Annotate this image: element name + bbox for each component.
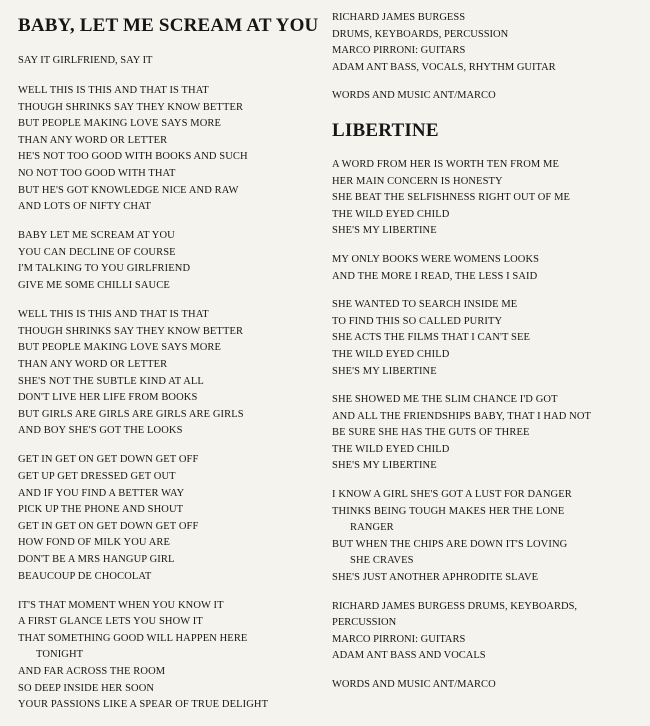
lyric-line: THE WILD EYED CHILD	[332, 208, 450, 220]
lyric-line: THAN ANY WORD OR LETTER	[18, 358, 168, 370]
lyric-line: AND THE MORE I READ, THE LESS I SAID	[332, 270, 538, 282]
stanza	[18, 83, 318, 216]
lyric-line: SHE'S NOT THE SUBTLE KIND AT ALL	[18, 375, 204, 387]
lyric-line: SHE'S MY LIBERTINE	[332, 365, 437, 377]
lyric-line: THOUGH SHRINKS SAY THEY KNOW BETTER	[18, 101, 244, 113]
lyric-line: THOUGH SHRINKS SAY THEY KNOW BETTER	[18, 325, 244, 337]
lyric-line: SHE ACTS THE FILMS THAT I CAN'T SEE	[332, 332, 531, 344]
lyric-line: SHE WANTED TO SEARCH INSIDE ME	[332, 299, 518, 311]
stanza	[18, 307, 318, 440]
credit-line: RICHARD JAMES BURGESS DRUMS, KEYBOARDS,	[332, 600, 578, 612]
credit-line: ADAM ANT BASS, VOCALS, RHYTHM GUITAR	[332, 61, 556, 73]
right-lyrics	[332, 157, 642, 587]
credit-line: ADAM ANT BASS AND VOCALS	[332, 650, 486, 662]
lyric-line: GET UP GET DRESSED GET OUT	[18, 470, 176, 482]
stanza	[18, 228, 318, 294]
stanza	[332, 252, 642, 285]
lyric-line: AND IF YOU FIND A BETTER WAY	[18, 487, 185, 499]
lyric-line: WELL THIS IS THIS AND THAT IS THAT	[18, 309, 209, 321]
lyric-line: IT'S THAT MOMENT WHEN YOU KNOW IT	[18, 599, 224, 611]
right-column	[332, 8, 642, 706]
lyric-line: SHE'S MY LIBERTINE	[332, 460, 437, 472]
lyric-line: BUT PEOPLE MAKING LOVE SAYS MORE	[18, 118, 222, 130]
credits-bottom	[332, 599, 642, 665]
left-column	[18, 8, 318, 726]
credit-line: PERCUSSION	[332, 617, 397, 629]
lyric-line: A FIRST GLANCE LETS YOU SHOW IT	[18, 616, 203, 628]
lyric-line: SHE CRAVES	[350, 555, 414, 567]
lyric-line: GIVE ME SOME CHILLI SAUCE	[18, 280, 170, 292]
lyric-line: A WORD FROM HER IS WORTH TEN FROM ME	[332, 158, 559, 170]
lyric-line: THE WILD EYED CHILD	[332, 348, 450, 360]
lyric-line: AND LOTS OF NIFTY CHAT	[18, 201, 152, 213]
lyric-line: GET IN GET ON GET DOWN GET OFF	[18, 520, 199, 532]
lyric-line: THE WILD EYED CHILD	[332, 443, 450, 455]
stanza	[332, 392, 642, 475]
lyric-line: DON'T LIVE HER LIFE FROM BOOKS	[18, 392, 198, 404]
credit-line: DRUMS, KEYBOARDS, PERCUSSION	[332, 28, 509, 40]
song-title-libertine: LIBERTINE	[332, 119, 439, 141]
lyric-line: TO FIND THIS SO CALLED PURITY	[332, 315, 503, 327]
lyric-line: PICK UP THE PHONE AND SHOUT	[18, 504, 184, 516]
lyric-line: SHE'S MY LIBERTINE	[332, 225, 437, 237]
stanza	[332, 297, 642, 380]
lyric-line: BUT GIRLS ARE GIRLS ARE GIRLS ARE GIRLS	[18, 408, 244, 420]
lyric-line: I'M TALKING TO YOU GIRLFRIEND	[18, 263, 191, 275]
lyric-line: SHE BEAT THE SELFISHNESS RIGHT OUT OF ME	[332, 192, 571, 204]
credits-top	[332, 10, 642, 76]
lyric-line: RANGER	[350, 522, 394, 534]
left-lyrics	[18, 83, 318, 714]
credit-line: MARCO PIRRONI: GUITARS	[332, 45, 466, 57]
credit-line: RICHARD JAMES BURGESS	[332, 12, 466, 23]
song-subtitle: SAY IT GIRLFRIEND, SAY IT	[18, 55, 153, 66]
lyric-line: THINKS BEING TOUGH MAKES HER THE LONE	[332, 505, 565, 517]
words-credit-top: WORDS AND MUSIC ANT/MARCO	[332, 90, 496, 102]
lyric-line: WELL THIS IS THIS AND THAT IS THAT	[18, 85, 209, 96]
lyric-line: AND FAR ACROSS THE ROOM	[18, 666, 166, 677]
lyric-line: DON'T BE A MRS HANGUP GIRL	[18, 553, 175, 565]
lyric-line: SHE'S JUST ANOTHER APHRODITE SLAVE	[332, 572, 539, 584]
stanza	[332, 487, 642, 587]
stanza	[18, 452, 318, 585]
lyric-line: HE'S NOT TOO GOOD WITH BOOKS AND SUCH	[18, 151, 248, 163]
lyric-line: YOUR PASSIONS LIKE A SPEAR OF TRUE DELIGHT	[18, 699, 269, 711]
lyric-line: THAN ANY WORD OR LETTER	[18, 134, 168, 146]
lyric-line: SHE SHOWED ME THE SLIM CHANCE I'D GOT	[332, 394, 558, 406]
lyric-line: GET IN GET ON GET DOWN GET OFF	[18, 454, 199, 466]
words-credit-bottom: WORDS AND MUSIC ANT/MARCO	[332, 679, 496, 690]
lyric-line: MY ONLY BOOKS WERE WOMENS LOOKS	[332, 253, 540, 265]
lyric-line: BEAUCOUP DE CHOCOLAT	[18, 570, 152, 582]
stanza	[18, 598, 318, 714]
lyric-line: THAT SOMETHING GOOD WILL HAPPEN HERE	[18, 632, 248, 644]
lyric-line: AND ALL THE FRIENDSHIPS BABY, THAT I HAD NOT	[332, 410, 592, 422]
lyric-line: TONIGHT	[36, 649, 84, 661]
lyric-line: BUT PEOPLE MAKING LOVE SAYS MORE	[18, 342, 222, 354]
lyric-line: NO NOT TOO GOOD WITH THAT	[18, 167, 176, 179]
lyric-line: I KNOW A GIRL SHE'S GOT A LUST FOR DANGER	[332, 489, 572, 501]
lyric-line: HER MAIN CONCERN IS HONESTY	[332, 175, 503, 187]
lyric-line: BUT WHEN THE CHIPS ARE DOWN IT'S LOVING	[332, 538, 568, 550]
lyric-line: BUT HE'S GOT KNOWLEDGE NICE AND RAW	[18, 184, 239, 196]
lyric-line: SO DEEP INSIDE HER SOON	[18, 682, 155, 694]
lyric-line: YOU CAN DECLINE OF COURSE	[18, 246, 176, 258]
stanza	[332, 157, 642, 240]
lyric-line: BE SURE SHE HAS THE GUTS OF THREE	[332, 427, 530, 439]
lyric-line: AND BOY SHE'S GOT THE LOOKS	[18, 425, 183, 437]
song-title-baby-let-me-scream-at-you: BABY, LET ME SCREAM AT YOU	[18, 15, 319, 36]
lyric-line: BABY LET ME SCREAM AT YOU	[18, 230, 175, 242]
credit-line: MARCO PIRRONI: GUITARS	[332, 633, 466, 645]
lyric-line: HOW FOND OF MILK YOU ARE	[18, 537, 171, 549]
